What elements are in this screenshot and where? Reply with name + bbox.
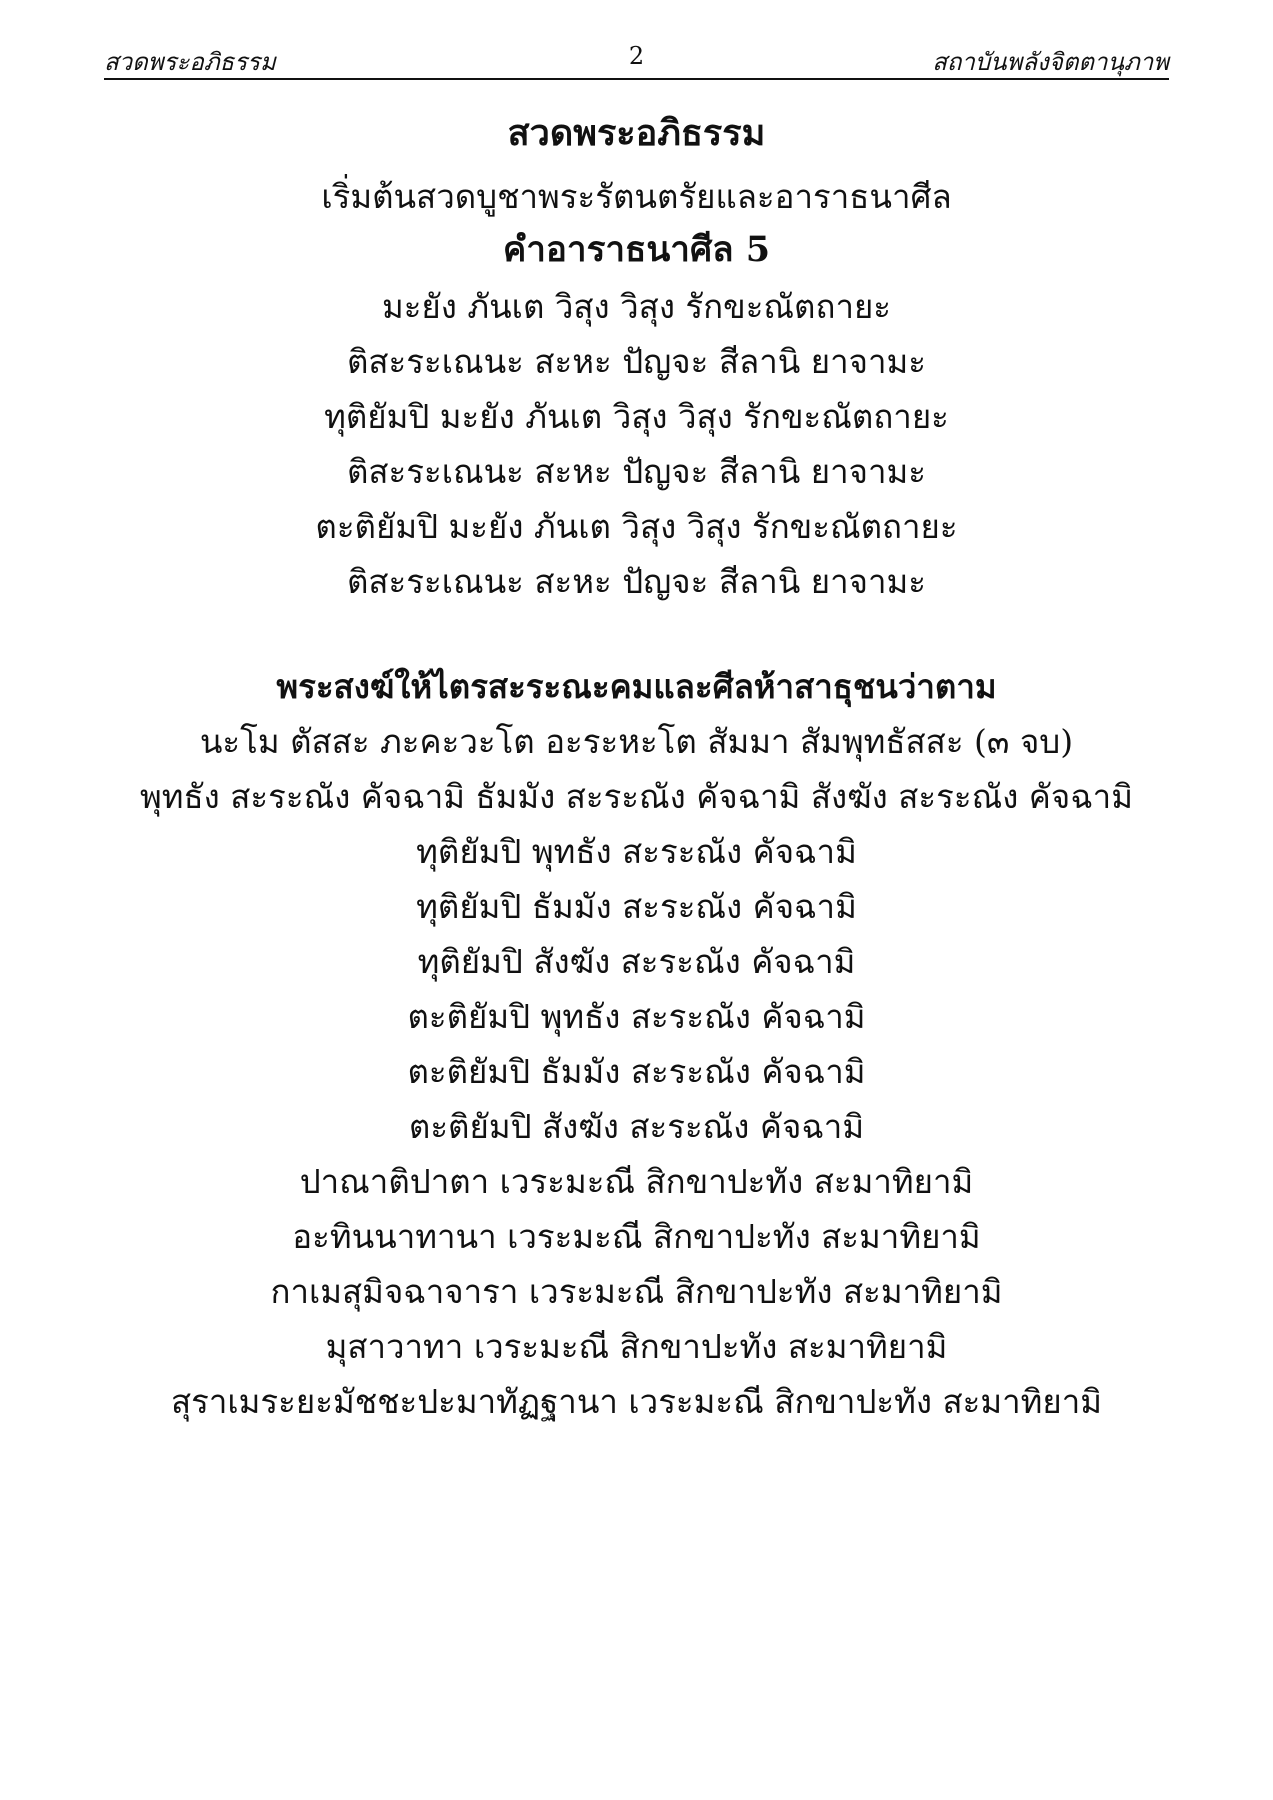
chant-line: ทุติยัมปิ พุทธัง สะระณัง คัจฉามิ — [416, 832, 857, 871]
chant-line: ปาณาติปาตา เวระมะณี สิกขาปะทัง สะมาทิยามิ — [299, 1162, 974, 1201]
chant-line: สุราเมระยะมัชชะปะมาทัฏฐานา เวระมะณี สิกขาปะทัง สะมาทิยามิ — [171, 1382, 1102, 1421]
page-title: สวดพระอภิธรรม — [507, 112, 766, 154]
chant-line: ทุติยัมปิ ธัมมัง สะระณัง คัจฉามิ — [416, 887, 857, 926]
chant-line: มุสาวาทา เวระมะณี สิกขาปะทัง สะมาทิยามิ — [325, 1327, 948, 1366]
page-subtitle: เริ่มต้นสวดบูชาพระรัตนตรัยและอาราธนาศีล — [321, 177, 952, 216]
chant-line: ติสะระเณนะ สะหะ ปัญจะ สีลานิ ยาจามะ — [346, 342, 926, 381]
chant-line: อะทินนาทานา เวระมะณี สิกขาปะทัง สะมาทิยามิ — [292, 1217, 981, 1256]
page-number: 2 — [628, 42, 645, 70]
chant-line: นะโม ตัสสะ ภะคะวะโต อะระหะโต สัมมา สัมพุทธัสสะ (๓ จบ) — [199, 722, 1074, 761]
chant-line: ทุติยัมปิ มะยัง ภันเต วิสุง วิสุง รักขะณัตถายะ — [324, 397, 949, 436]
header-publisher: สถาบันพลังจิตตานุภาพ — [932, 48, 1169, 76]
chant-line: กาเมสุมิจฉาจารา เวระมะณี สิกขาปะทัง สะมาทิยามิ — [270, 1272, 1003, 1311]
chant-line: ติสะระเณนะ สะหะ ปัญจะ สีลานิ ยาจามะ — [346, 562, 926, 601]
chant-line: พุทธัง สะระณัง คัจฉามิ ธัมมัง สะระณัง คัจฉามิ สังฆัง สะระณัง คัจฉามิ — [140, 777, 1133, 816]
chant-line: ตะติยัมปิ มะยัง ภันเต วิสุง วิสุง รักขะณัตถายะ — [315, 507, 958, 546]
chant-line: ตะติยัมปิ สังฆัง สะระณัง คัจฉามิ — [408, 1107, 865, 1146]
chant-line: มะยัง ภันเต วิสุง วิสุง รักขะณัตถายะ — [381, 287, 892, 326]
page-header — [104, 38, 1169, 80]
section-heading-refuge: พระสงฆ์ให้ไตรสะระณะคมและศีลห้าสาธุชนว่าตาม — [276, 667, 997, 706]
header-book-title: สวดพระอภิธรรม — [104, 48, 276, 76]
chant-line: ติสะระเณนะ สะหะ ปัญจะ สีลานิ ยาจามะ — [346, 452, 926, 491]
section-heading-precepts: คำอาราธนาศีล 5 — [502, 229, 771, 270]
chant-line: ทุติยัมปิ สังฆัง สะระณัง คัจฉามิ — [417, 942, 856, 981]
chant-line: ตะติยัมปิ ธัมมัง สะระณัง คัจฉามิ — [407, 1052, 866, 1091]
chant-line: ตะติยัมปิ พุทธัง สะระณัง คัจฉามิ — [407, 997, 866, 1036]
